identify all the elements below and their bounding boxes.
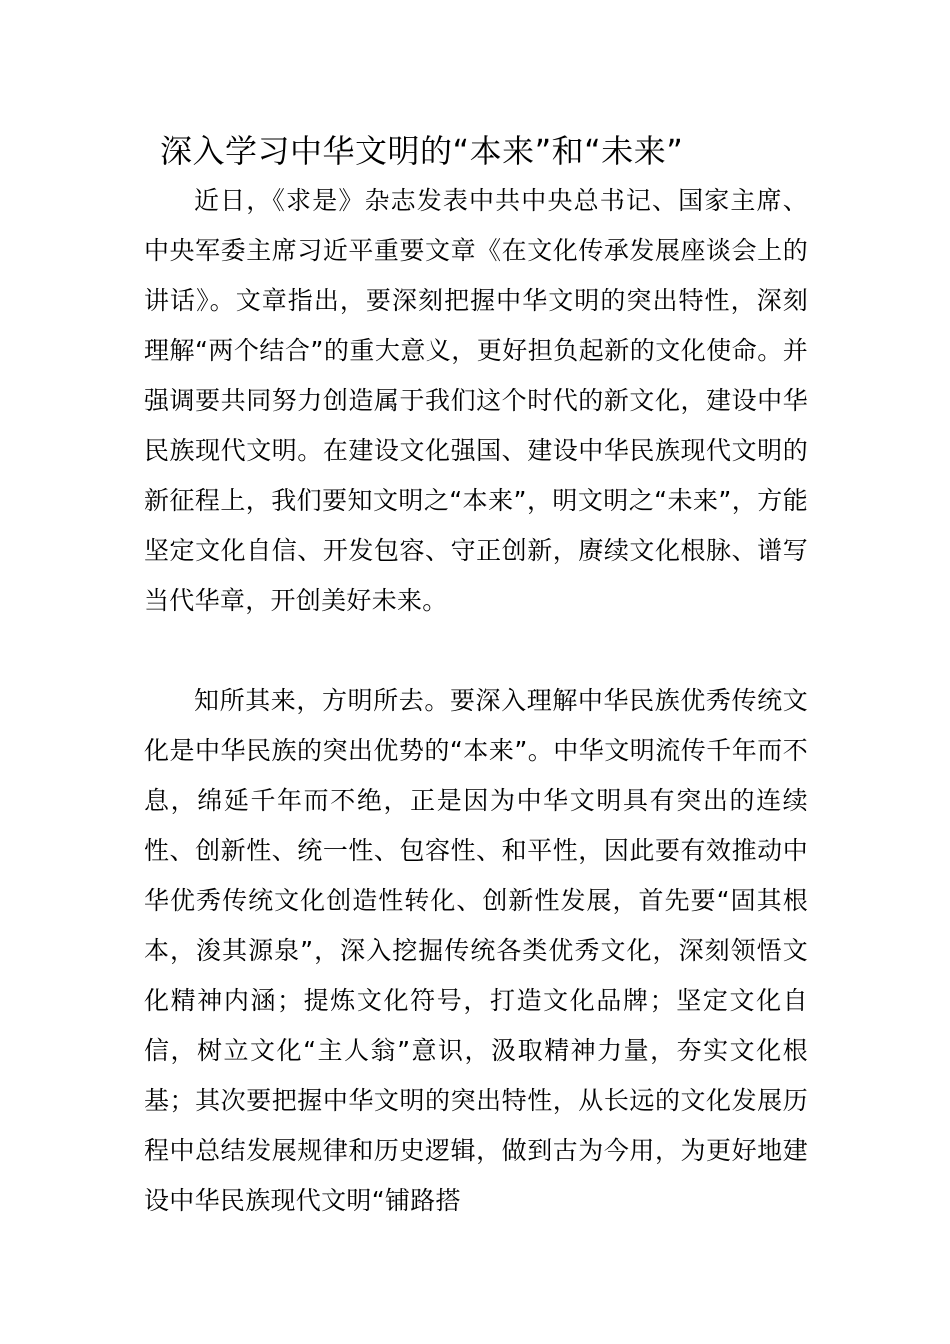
document-body	[144, 176, 808, 1226]
paragraph-spacer	[144, 626, 808, 676]
document-title: 深入学习中华文明的“本来”和“未来”	[160, 132, 684, 170]
paragraph-benlai: 知所其来，方明所去。要深入理解中华民族优秀传统文化是中华民族的突出优势的“本来”。中华文明流传千年而不息，绵延千年而不绝，正是因为中华文明具有突出的连续性、创新性、统一性、包容性、和平性，因此要有效推动中华优秀传统文化创造性转化、创新性发展，首先要“固其根本，浚其源泉”，深入挖掘传统各类优秀文化，深刻领悟文化精神内涵；提炼文化符号，打造文化品牌；坚定文化自信，树立文化“主人翁”意识，汲取精神力量，夯实文化根基；其次要把握中华文明的突出特性，从长远的文化发展历程中总结发展规律和历史逻辑，做到古为今用，为更好地建设中华民族现代文明“铺路搭	[144, 686, 808, 1215]
paragraph-intro: 近日，《求是》杂志发表中共中央总书记、国家主席、中央军委主席习近平重要文章《在文化传承发展座谈会上的讲话》。文章指出，要深刻把握中华文明的突出特性，深刻理解“两个结合”的重大意义，更好担负起新的文化使命。并强调要共同努力创造属于我们这个时代的新文化，建设中华民族现代文明。在建设文化强国、建设中华民族现代文明的新征程上，我们要知文明之“本来”，明文明之“未来”，方能坚定文化自信、开发包容、守正创新，赓续文化根脉、谱写当代华章，开创美好未来。	[144, 186, 808, 615]
